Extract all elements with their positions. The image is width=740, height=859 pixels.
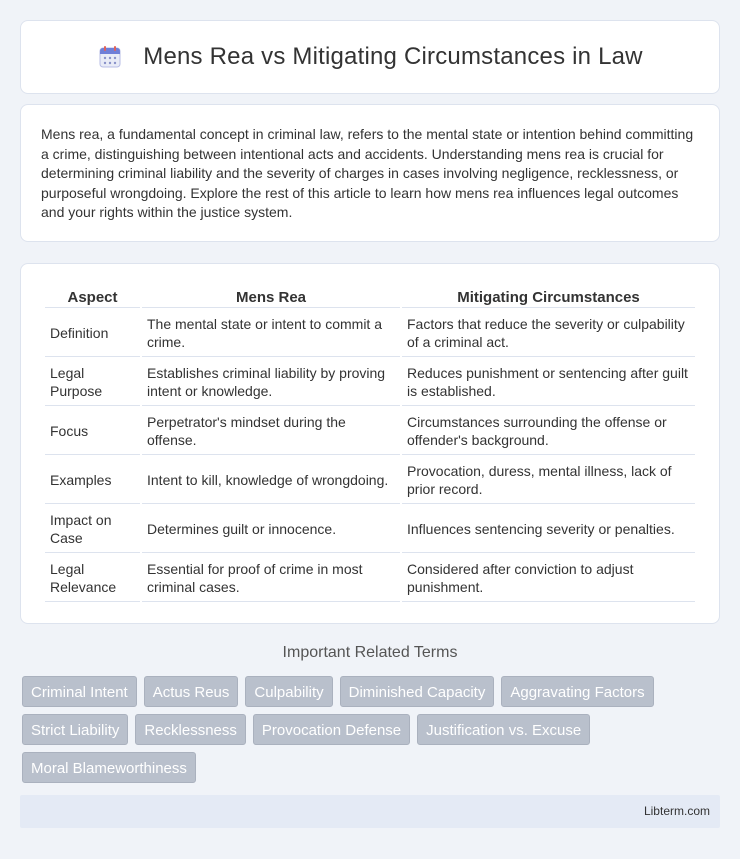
- cell-aspect: Legal Relevance: [45, 555, 140, 602]
- cell-mens-rea: Perpetrator's mindset during the offense.: [142, 408, 400, 455]
- cell-aspect: Examples: [45, 457, 140, 504]
- cell-mitigating: Reduces punishment or sentencing after guilt is established.: [402, 359, 695, 406]
- table-row: [45, 310, 695, 357]
- footer: [20, 795, 720, 828]
- tag-moral-blameworthiness[interactable]: Moral Blameworthiness: [22, 752, 196, 783]
- page-title: Mens Rea vs Mitigating Circumstances in Law: [143, 43, 643, 70]
- cell-mitigating: Circumstances surrounding the offense or offender's background.: [402, 408, 695, 455]
- table-header-row: [45, 286, 695, 308]
- tag-criminal-intent[interactable]: Criminal Intent: [22, 676, 137, 707]
- cell-mitigating: Provocation, duress, mental illness, lack of prior record.: [402, 457, 695, 504]
- tag-aggravating-factors[interactable]: Aggravating Factors: [501, 676, 653, 707]
- comparison-table-card: [20, 263, 720, 624]
- cell-aspect: Focus: [45, 408, 140, 455]
- header-aspect: Aspect: [45, 286, 140, 308]
- cell-mens-rea: The mental state or intent to commit a crime.: [142, 310, 400, 357]
- cell-mens-rea: Establishes criminal liability by proving intent or knowledge.: [142, 359, 400, 406]
- intro-text: Mens rea, a fundamental concept in criminal law, refers to the mental state or intention behind committing a crime, distinguishing between intentional acts and accidents. Understanding mens rea is crucial for determining criminal liability and the severity of charges in cases involving negligence, recklessness, or purposeful wrongdoing. Explore the rest of this article to learn how mens rea influences legal outcomes and your rights within the justice system.: [41, 126, 694, 220]
- cell-mitigating: Influences sentencing severity or penalties.: [402, 506, 695, 553]
- tag-justification-vs-excuse[interactable]: Justification vs. Excuse: [417, 714, 590, 745]
- related-terms-heading: Important Related Terms: [282, 644, 458, 661]
- cell-mens-rea: Determines guilt or innocence.: [142, 506, 400, 553]
- cell-mitigating: Considered after conviction to adjust punishment.: [402, 555, 695, 602]
- table-row: [45, 457, 695, 504]
- tag-recklessness[interactable]: Recklessness: [135, 714, 246, 745]
- footer-brand-link[interactable]: Libterm.com: [643, 804, 710, 818]
- header-mens-rea: Mens Rea: [142, 286, 400, 308]
- cell-mens-rea: Essential for proof of crime in most criminal cases.: [142, 555, 400, 602]
- cell-mitigating: Factors that reduce the severity or culpability of a criminal act.: [402, 310, 695, 357]
- title-card: [20, 20, 720, 94]
- comparison-table: [43, 284, 697, 604]
- header-mitigating-circumstances: Mitigating Circumstances: [402, 286, 695, 308]
- tag-diminished-capacity[interactable]: Diminished Capacity: [340, 676, 495, 707]
- table-row: [45, 359, 695, 406]
- table-row: [45, 555, 695, 602]
- table-row: [45, 408, 695, 455]
- related-terms-list: [22, 676, 722, 783]
- cell-aspect: Legal Purpose: [45, 359, 140, 406]
- tag-culpability[interactable]: Culpability: [245, 676, 332, 707]
- cell-aspect: Impact on Case: [45, 506, 140, 553]
- table-row: [45, 506, 695, 553]
- cell-mens-rea: Intent to kill, knowledge of wrongdoing.: [142, 457, 400, 504]
- tag-provocation-defense[interactable]: Provocation Defense: [253, 714, 410, 745]
- cell-aspect: Definition: [45, 310, 140, 357]
- calendar-icon: [97, 44, 123, 70]
- tag-strict-liability[interactable]: Strict Liability: [22, 714, 128, 745]
- tag-actus-reus[interactable]: Actus Reus: [144, 676, 239, 707]
- intro-card: [20, 104, 720, 242]
